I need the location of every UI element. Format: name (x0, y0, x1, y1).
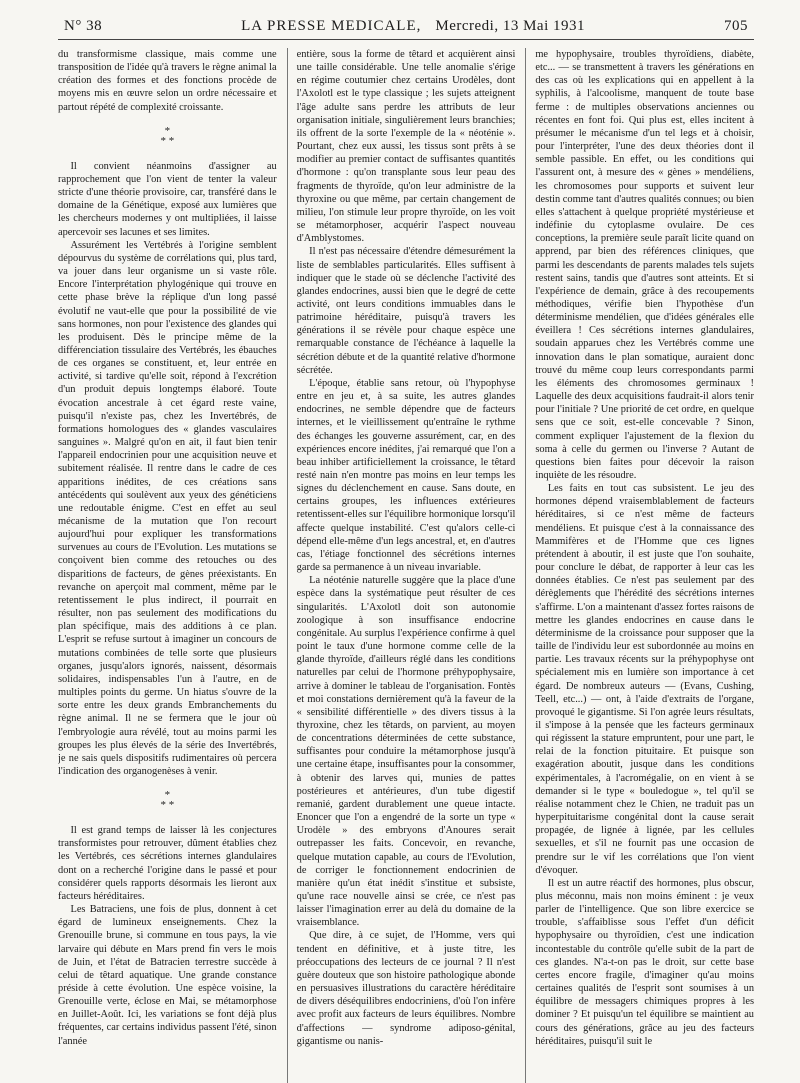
separator-asterisk: * (164, 124, 171, 137)
paragraph: Que dire, à ce sujet, de l'Homme, vers qui tendent en définitive, et à juste titre, les préoccupations des lecteurs de ce journal ? Il n'est guère douteux que son histoire pathologique abonde en persuasives illustrations du caractère héréditaire de divers déséquilibres endocriniens, d'où l'on infère avec profit aux facteurs de leurs équilibres. Nombre d'affections — syndrome adiposo-génital, gigantisme ou nanis- (296, 930, 516, 1047)
column-3 (525, 48, 754, 1083)
column-2 (287, 48, 516, 1083)
separator-asterisk: * (164, 789, 171, 802)
paragraph: me hypophysaire, troubles thyroïdiens, diabète, etc... — se transmettent à travers les générations en des cas où les explications qui en appellent à la syphilis, à l'alcoolisme, manquent de toute base ferme : de multiples observations anciennes ou récentes en font foi. Qui plus est, elles incitent à présumer le mécanisme d'un tel legs et à choisir, pour l'interpréter, l'une des deux théories dont il semble passible. En effet, ou les conditions qui l'assurent ont, à mesure des « gènes » mendéliens, les chromosomes pour supports et suivent leur destin comme tant d'autres qualités connues; ou bien elles s'attachent à quelque propriété mystérieuse et indéfinie du cytoplasme ovulaire. De ces conceptions, la première seule paraît licite quand on apprend, par bien des références cliniques, que parmi les descendants de parents malades tels sujets restent sains, tandis que d'autres sont atteints. Et si l'expérience de demain, grâce à des recoupements méthodiques, vérifie bien l'hypothèse d'un déterminisme mendélien, que d'idées générales elle éveillera ! Ces sécrétions internes glandulaires, soudain apparues chez les Vertébrés comme une innovation dans le plan somatique, auraient donc trouvé du même coup leurs correspondants parmi les éléments des chromosomes germinaux ! Laquelle des deux acquisitions faudrait-il alors tenir pour l'initiale ? Une priorité de cet ordre, en quelque sens que ce soit, est-elle concevable ? Sinon, comment expliquer l'ajustement de la flexion du soma à celle du germen ou l'inverse ? Autant de questions bien faites pour décevoir la raison inquiète de les résoudre. (535, 49, 755, 481)
paragraph: Il est grand temps de laisser là les conjectures transformistes pour retrouver, dûment établies chez les Vertébrés, ces sécrétions internes glandulaires dont on a recherché l'origine dans le passé et pour considérer quels rapports désormais les lieront aux facteurs héréditaires. (58, 825, 277, 902)
masthead (241, 18, 585, 35)
paragraph: du transformisme classique, mais comme une transposition de l'idée qu'à travers le règne animal la création des formes et des fonctions procède de moyens mis en œuvre selon un ordre nécessaire et partout répété de complexité croissante. (58, 49, 277, 113)
section-separator (58, 126, 277, 146)
paragraph: Les Batraciens, une fois de plus, donnent à cet égard de lumineux enseignements. Chez la Grenouille brune, si commune en tous pays, la vie larvaire qui débute en Mars prend fin vers le mois de Juin, et l'état de Batracien terrestre succède à celui de têtard aquatique. Une grande constance préside à cette évolution. Une espèce voisine, la Grenouille verte, éclose en Mai, se métamorphose en Juillet-Août. Ici, les variations se font déjà plus fréquentes, car certains individus passent l'été, sinon l'année (58, 904, 277, 1047)
paragraph: entière, sous la forme de têtard et acquièrent ainsi une taille considérable. Une telle anomalie s'érige en régime coutumier chez certains Urodèles, dont l'Axolotl est le type classique ; les sujets atteignent l'âge adulte sans perdre les attributs de leur organisation initiale, singulièrement leurs branchies; ils offrent de la sorte l'exemple de la « néoténie ». Pourtant, chez eux aussi, les tissus sont prêts à se modifier au premier contact de suffisantes quantités d'hormone : qu'on transplante sous leur peau des fragments de thyroïde, qu'on leur administre de la thyroxine ou que même, par certain changement de milieu, l'on stimule leur propre thyroïde, on les voit se métamorphoser, acquérir l'aspect nouveau d'Amblystomes. (296, 49, 516, 245)
paragraph: Les faits en tout cas subsistent. Le jeu des hormones dépend vraisemblablement de facteurs héréditaires, si ce n'est même de facteurs mendéliens. Et puisque c'est à la connaissance des Mammifères et de l'Homme que ces lignes prétendent à aboutir, il est juste que l'on souhaite, pour conclure le débat, de rapporter à leur cas les données établies. Ce n'est pas seulement par des dérèglements que l'hérédité des sécrétions internes s'affirme. L'on a maintenant d'assez fortes raisons de mettre les glandes endocrines en cause dans le déterminisme de la croissance pour supposer que la taille de l'individu leur est subordonnée au moins en partie. Les travaux récents sur la préhypophyse ont spécialement mis en lumière son importance à cet égard. De nombreux auteurs — (Evans, Cushing, Teell, etc...) — ont, à l'aide d'extraits de l'organe, provoqué le gigantisme. Si l'on agrée leurs résultats, il s'impose à la pensée que les facteurs germinaux qui régissent la stature empruntent, pour une part, le relai de la fonction pituitaire. Et puisque son exagération aboutit, jusque dans les conditions expérimentales, à l'acromégalie, on en vient à se demander si le type « bouledogue », tel qu'il se réalise notamment chez le Chien, ne traduit pas un hyperpituitarisme congénital dont la cause serait propagée, de lignée à lignée, par les cellules sexuelles, et s'il ne fournit pas une occasion de prendre sur le vif les corrélations que l'on vient d'évoquer. (535, 483, 755, 876)
issue-number: N° 38 (64, 18, 103, 34)
issue-date: Mercredi, 13 Mai 1931 (435, 18, 585, 34)
page-number: 705 (724, 18, 748, 34)
paragraph: Il n'est pas nécessaire d'étendre démesurément la liste de semblables particularités. Elles suffisent à indiquer que le stade où se déclenche l'activité des glandes endocrines, aussi bien que le degré de cette activité, ont leurs conditions immuables dans le patrimoine héréditaire, puisqu'à travers les générations il se révèle pour chaque espèce une remarquable constance de l'échéance à laquelle la sécrétion débute et de la quantité relative d'hormone sécrétée. (296, 246, 516, 376)
column-1 (58, 48, 277, 1083)
page-header (58, 18, 754, 40)
paragraph: L'époque, établie sans retour, où l'hypophyse entre en jeu et, à sa suite, les autres glandes endocrines, ne semble dépendre que de facteurs internes, et le vieillissement qu'entraîne le rythme des échanges les gouverne assurément, car, en des expériences encore inédites, j'ai remarqué que l'on a beau inhiber artificiellement la croissance, le têtard resté nain n'en montre pas moins en leur temps les signes du déclenchement en cause. Sans doute, en certains groupes, les influences extérieures retentissent-elles sur l'équilibre hormonique lorsqu'il affecte quelque instabilité. C'est qu'alors celle-ci dépend elle-même d'un legs ancestral, et, en d'autres cas, l'étiage fonctionnel des sécrétions internes garde sa permanence à un niveau invariable. (296, 377, 516, 574)
paragraph: Il convient néanmoins d'assigner au rapprochement que l'on vient de tenter la valeur stricte d'une théorie provisoire, car, transféré dans le domaine de la Génétique, exposé aux lumières que les chercheurs modernes y ont multipliées, il laisse apercevoir ses lacunes et ses limites. (58, 160, 277, 238)
paragraph: La néoténie naturelle suggère que la place d'une espèce dans la systématique peut résulter de ces singularités. L'Axolotl doit son autonomie zoologique à son insuffisance endocrine congénitale. Au surplus l'expérience confirme à quel point le taux d'une hormone comme celle de la glande thyroïde, d'ailleurs réglé dans les conditions naturelles par celui de l'hormone préhypophysaire, arrive à dominer le tableau de l'organisation. Fontès et moi constations dernièrement qu'à la faveur de la « sensibilité différentielle » des divers tissus à la thyroxine, chez les têtards, on parvient, au moyen de concentrations déterminées de cette substance, suffisantes pour conduire la métamorphose jusqu'à une certaine étape, insuffisantes pour la consommer, à obtenir des larves qui, munies de pattes postérieures et antérieures, d'un tube digestif remanié, gardent durablement une queue intacte. Enoncer que l'on a engendré de la sorte un type « Urodèle » des embryons d'Anoures serait outrepasser les faits. Concevoir, en revanche, quelque mutation capable, au cours de l'Evolution, de corriger le fonctionnement endocrinien de manière qu'un état inédit s'institue et subsiste, qu'une race nouvelle ainsi se crée, ce n'est pas laisser l'imagination errer au delà du domaine de la vraisemblance. (296, 575, 516, 929)
separator-asterisks: * * (160, 134, 175, 147)
separator-asterisks: * * (160, 799, 175, 812)
section-separator (58, 790, 277, 810)
paragraph: Assurément les Vertébrés à l'origine semblent dépourvus du système de corrélations qui, plus tard, va jouer dans leur organisme un si vaste rôle. Encore l'interprétation phylogénique qui trouve en cette phase brève la réplique d'un long passé évolutif ne vaut-elle que pour la possibilité de vie sans hormones, non pour l'existence des glandes qui les produisent. Dès le principe même de la différenciation tissulaire des Vertébrés, les ébauches de ces organes se constituent, et, leur entrée en activité, si tardive qu'elle soit, répond à l'excrétion d'un produit depuis longtemps élaboré. Toute évocation ancestrale à cet égard reste vaine, puisqu'il n'existe pas, chez les Invertébrés, de formations homologues des « glandes vasculaires sanguines ». Malgré qu'on en ait, il faut bien tenir l'appareil endocrinien pour une acquisition neuve et subitement réalisée. Il rentre dans le cadre de ces apparitions inédites, de ces créations sans antécédents qui soulèvent aux yeux des généticiens une redoutable énigme. C'est en effet au seul mécanisme de la mutation que l'on recourt aujourd'hui pour expliquer les transformations survenues au cours de l'Evolution. Les mutations se conçoivent bien comme des retouches ou des disparitions de facteurs, de gènes préexistants. En revanche on aperçoit mal comment, même par le retentissement le plus indirect, il pourrait en résulter, non pas seulement des modifications du plan spécifique, mais des additions à ce plan. L'esprit se refuse surtout à imaginer un concours de mutations combinées de telle sorte que plusieurs organes, jusqu'alors ignorés, naissent, désormais solidaires, indispensables l'un à l'autre, en de multiples points du germe. Un hiatus s'ouvre de la sorte entre les deux grands Embranchements du règne animal. Il ne se fermera que le jour où l'embryologie aura révélé, tout au moins parmi les groupes les plus élevés de la série des Invertébrés, je ne sais quels dispositifs rudimentaires où percera l'indication des organogenèses à venir. (58, 239, 277, 777)
paragraph: Il est un autre réactif des hormones, plus obscur, plus méconnu, mais non moins éminent : je veux parler de l'intelligence. Que son libre exercice se trouble, s'affaiblisse sous l'effet d'un déficit hypophysaire ou thyroïdien, c'est une indication incontestable du contrôle qu'elle subit de la part de ces glandes. N'a-t-on pas le droit, sur cette base certes encore fragile, d'imaginer qu'au moins certaines qualités de l'esprit sont soumises à un équilibre de messagers chimiques propres à les dominer ? Et puisqu'un tel équilibre se maintient au cours des générations, grâce au jeu des facteurs héréditaires, puisqu'il suit le (535, 877, 755, 1047)
article-columns (58, 48, 754, 1083)
publication-title: LA PRESSE MEDICALE, (241, 18, 422, 34)
